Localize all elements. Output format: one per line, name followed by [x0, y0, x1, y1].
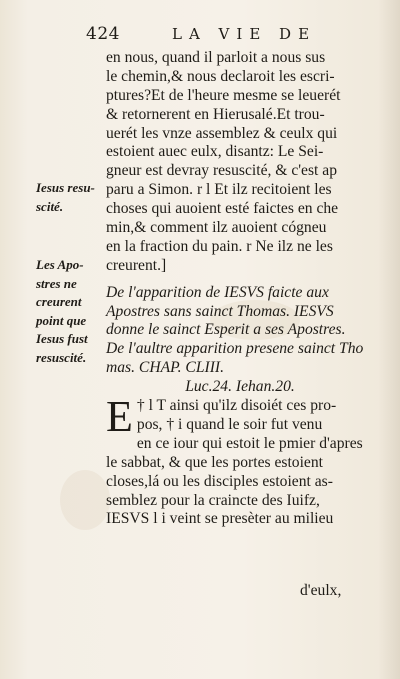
margin-note-line: stres ne [36, 275, 77, 291]
body-line: estoient auec eulx, disantz: Le Sei- [106, 143, 324, 161]
body-line: ptures?Et de l'heure mesme se leuerét [106, 86, 341, 104]
body-line: semblez pour la craincte des Iuifz, [106, 491, 320, 509]
margin-note-line: Iesus fust [36, 331, 88, 347]
chapter-heading-line: donne le sainct Esperit a ses Apostres. [106, 321, 346, 339]
body-line: choses qui auoient esté faictes en che [106, 200, 339, 218]
body-line: paru a Simon. r l Et ilz recitoient les [106, 181, 332, 199]
body-line: creurent.] [106, 256, 167, 274]
paper-stain [60, 470, 110, 530]
body-line: & retornerent en Hierusalé.Et trou- [106, 105, 325, 123]
margin-note-line: Iesus resu- [36, 180, 95, 195]
chapter-heading-line: De l'aultre apparition presene sainct Tho [106, 340, 364, 358]
body-line: pos, † i quand le soir fut venu [136, 415, 323, 433]
chapter-heading-line: De l'apparition de IESVS faicte aux [106, 283, 329, 301]
spacer [106, 276, 374, 284]
body-line: uerét les vnze assemblez & ceulx qui [106, 124, 338, 142]
body-line: min,& comment ilz auoient cógneu [106, 219, 327, 237]
margin-note-resurrection [36, 179, 108, 216]
page-header [80, 24, 380, 46]
margin-note-line: resuscité. [36, 349, 87, 365]
running-title: LA VIE DE [172, 25, 317, 43]
chapter-number-line: mas. CHAP. CLIII. [106, 359, 224, 377]
body-line: IESVS l i veint se presèter au milieu [106, 510, 334, 528]
drop-cap: E [106, 392, 133, 442]
margin-note-line: Les Apo- [36, 257, 84, 272]
body-line: closes,lá ou les disciples estoient as- [106, 472, 333, 490]
main-text-column [106, 49, 374, 529]
margin-note-line: point que [36, 312, 87, 328]
opening-paragraph [106, 392, 374, 442]
body-line: le sabbat, & que les portes estoient [106, 453, 323, 471]
body-line: le chemin,& nous declaroit les escri- [106, 67, 335, 85]
body-line: † l T ainsi qu'ilz disoiét ces pro- [136, 397, 337, 415]
scripture-references: Luc.24. Iehan.20. [185, 378, 295, 396]
body-line: en la fraction du pain. r Ne ilz ne les [106, 237, 333, 255]
page-number: 424 [86, 24, 120, 44]
chapter-heading-line: Apostres sans sainct Thomas. IESVS [106, 302, 334, 320]
page-gutter-shadow [378, 0, 400, 679]
catchword: d'eulx, [300, 582, 342, 599]
body-line: en ce iour qui estoit le pmier d'apres [136, 434, 363, 452]
margin-note-line: scité. [36, 198, 64, 214]
margin-note-apostles [36, 256, 108, 368]
body-line: en nous, quand il parloit a nous sus [106, 49, 326, 66]
body-line: gneur est devray resuscité, & c'est ap [106, 162, 337, 180]
margin-note-line: creurent [36, 294, 82, 310]
